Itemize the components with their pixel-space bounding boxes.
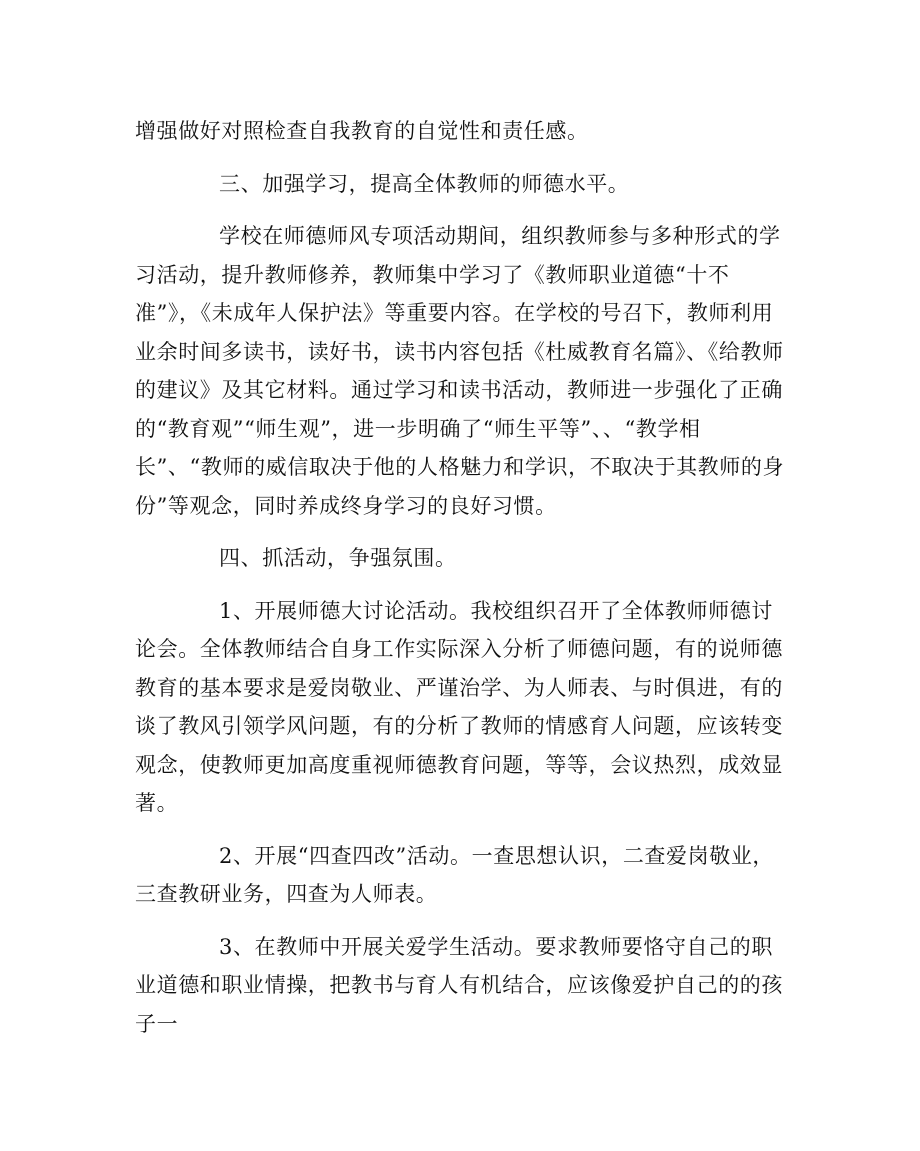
section-heading-4: 四、抓活动，争强氛围。 <box>219 546 457 570</box>
document-body <box>135 112 787 1043</box>
paragraph-continuation: 增强做好对照检查自我教育的自觉性和责任感。 <box>135 119 589 143</box>
paragraph-item-2: 2、开展“四查四改”活动。一查思想认识，二查爱岗敬业，三查教研业务，四查为人师表。 <box>135 843 775 906</box>
paragraph-item-1: 1、开展师德大讨论活动。我校组织召开了全体教师师德讨论会。全体教师结合自身工作实际深入分析了师德问题，有的说师德教育的基本要求是爱岗敬业、严谨治学、为人师表、与时俱进，有的谈了教风引领学风问题，有的分析了教师的情感育人问题，应该转变观念，使教师更加高度重视师德教育问题，等等，会议热烈，成效显著。 <box>135 598 783 815</box>
section-heading-3: 三、加强学习，提高全体教师的师德水平。 <box>219 171 630 196</box>
paragraph-item-3: 3、在教师中开展关爱学生活动。要求教师要恪守自己的职业道德和职业情操，把教书与育人有机结合，应该像爱护自己的的孩子一 <box>135 934 783 1036</box>
paragraph-study: 学校在师德师风专项活动期间，组织教师参与多种形式的学习活动，提升教师修养，教师集中学习了《教师职业道德“十不准”》，《未成年人保护法》等重要内容。在学校的号召下，教师利用业余时间多读书，读好书，读书内容包括《杜威教育名篇》、《给教师的建议》及其它材料。通过学习和读书活动，教师进一步强化了正确的“教育观”“师生观”，进一步明确了“师生平等”、、“教学相长”、“教师的威信取决于他的人格魅力和学识，不取决于其教师的身份”等观念，同时养成终身学习的良好习惯。 <box>135 224 785 518</box>
